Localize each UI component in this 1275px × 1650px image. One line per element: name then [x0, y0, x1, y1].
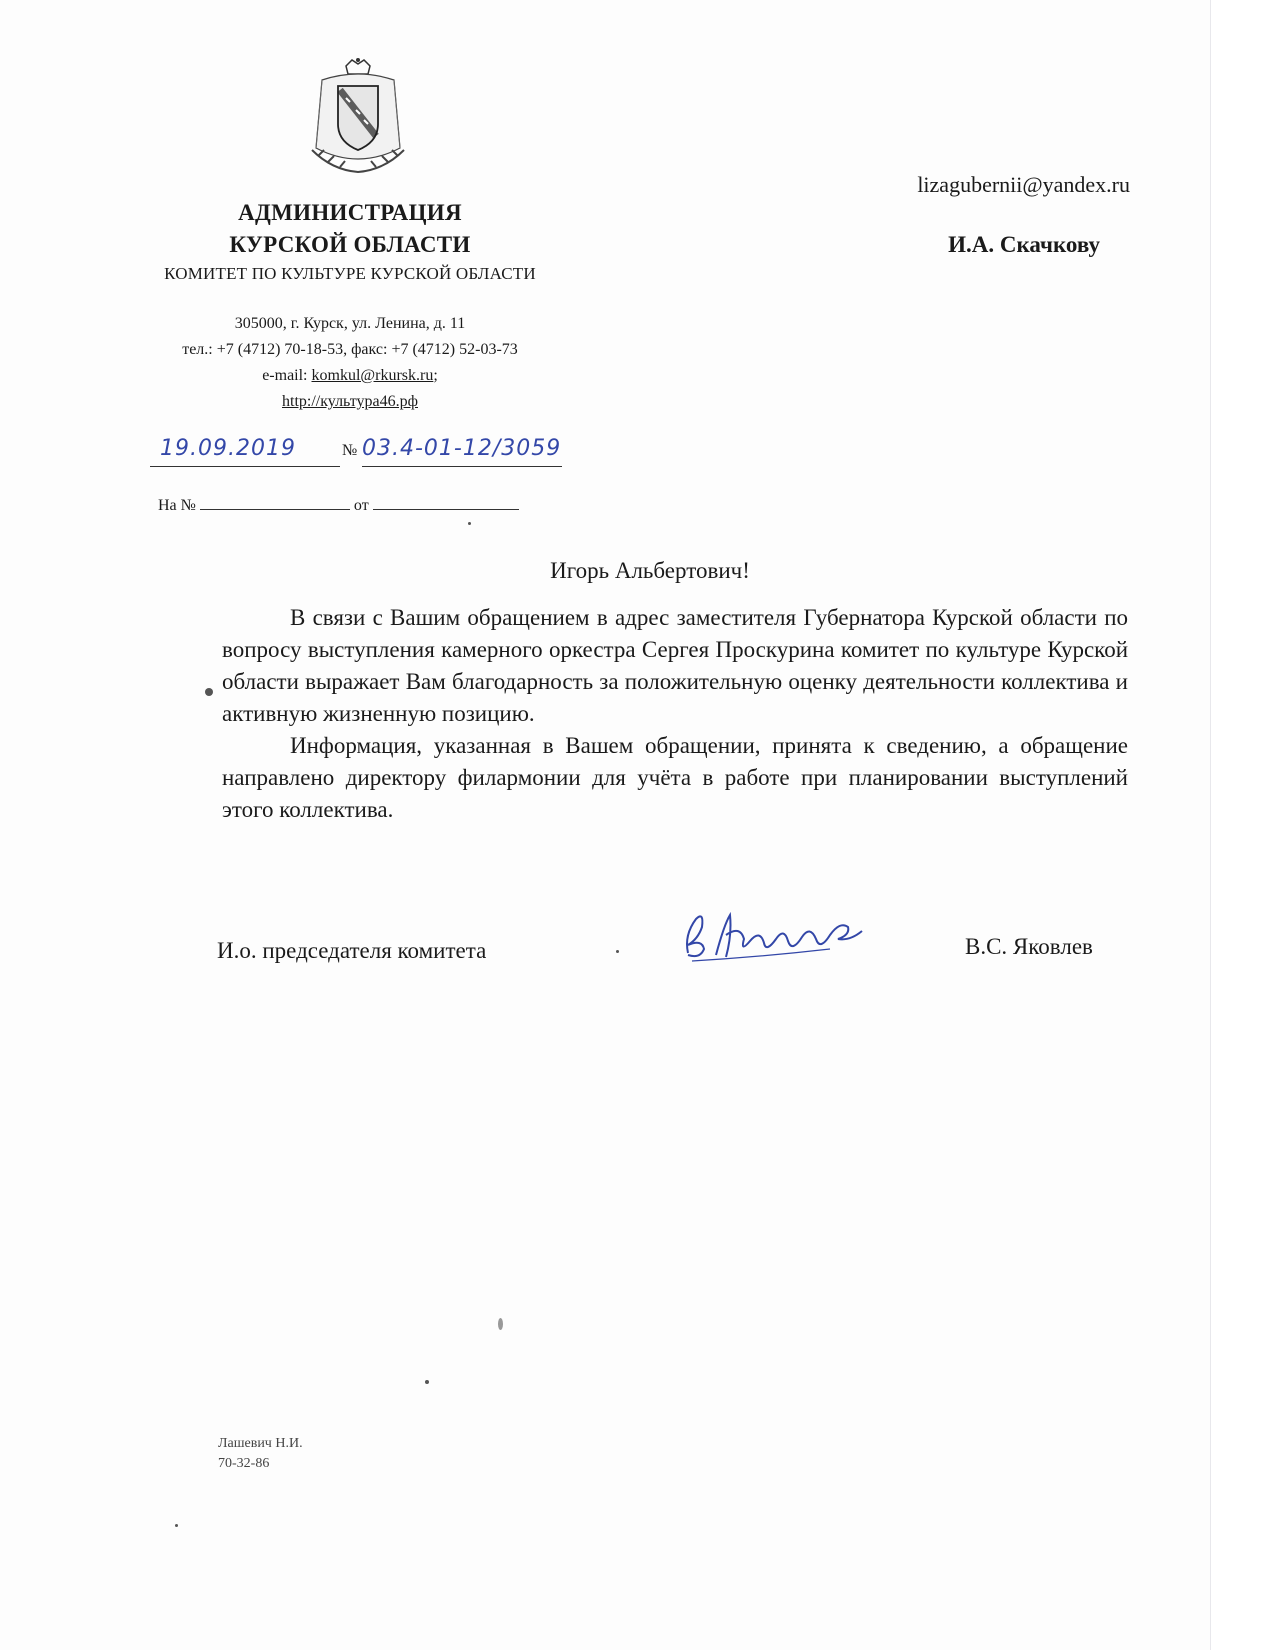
reference-date-blank [373, 495, 519, 510]
executor-phone: 70-32-86 [218, 1456, 270, 1471]
salutation: Игорь Альбертович! [550, 558, 750, 583]
scan-speck [468, 522, 471, 525]
reference-number-label: На № [158, 497, 196, 514]
org-phone: тел.: +7 (4712) 70-18-53, факс: +7 (4712) 52-03-73 [182, 341, 518, 358]
registration-number-sign: № [342, 442, 358, 459]
addressee-name: И.А. Скачкову [948, 232, 1100, 257]
org-address: 305000, г. Курск, ул. Ленина, д. 11 [234, 315, 466, 332]
registration-date-underline [150, 466, 340, 467]
reference-row [158, 495, 558, 519]
handwritten-signature [680, 905, 880, 965]
scan-speck [616, 950, 619, 953]
org-email-link[interactable]: komkul@rkursk.ru [311, 367, 434, 384]
committee-name: КОМИТЕТ ПО КУЛЬТУРЕ КУРСКОЙ ОБЛАСТИ [164, 264, 536, 283]
reference-number-blank [200, 495, 350, 510]
signer-title: И.о. председателя комитета [217, 938, 487, 963]
org-name-line1: АДМИНИСТРАЦИЯ [238, 200, 462, 225]
org-email-suffix: ; [433, 367, 438, 384]
org-email-line [130, 367, 570, 385]
scan-speck [205, 688, 213, 696]
body-paragraph-1: В связи с Вашим обращением в адрес заместителя Губернатора Курской области по вопросу выступления камерного оркестра Сергея Проскурина комитет по культуре Курской области выражает Вам благодарность за положительную оценку деятельности коллектива и активную жизненную позицию. [222, 605, 1128, 726]
scan-speck [498, 1318, 503, 1330]
body-paragraph-2: Информация, указанная в Вашем обращении, принята к сведению, а обращение направлено директору филармонии для учёта в работе при планировании выступлений этого коллектива. [222, 733, 1128, 822]
letter-body [222, 602, 1128, 826]
registration-date: 19.09.2019 [160, 436, 296, 461]
registration-number: 03.4-01-12/3059 [362, 436, 562, 461]
registration-row [150, 436, 570, 470]
org-email-prefix: e-mail: [262, 367, 312, 384]
scan-speck [425, 1380, 429, 1384]
org-name-line2: КУРСКОЙ ОБЛАСТИ [229, 232, 471, 257]
addressee-email: lizagubernii@yandex.ru [917, 172, 1130, 197]
kursk-coat-of-arms-icon [302, 58, 414, 176]
registration-number-underline [362, 466, 562, 467]
executor-name: Лашевич Н.И. [218, 1436, 303, 1451]
reference-from-label: от [353, 497, 369, 514]
org-website-link[interactable]: http://культура46.рф [282, 393, 418, 410]
scan-speck [175, 1524, 178, 1527]
org-website-line [130, 393, 570, 411]
signer-name: В.С. Яковлев [965, 934, 1093, 959]
